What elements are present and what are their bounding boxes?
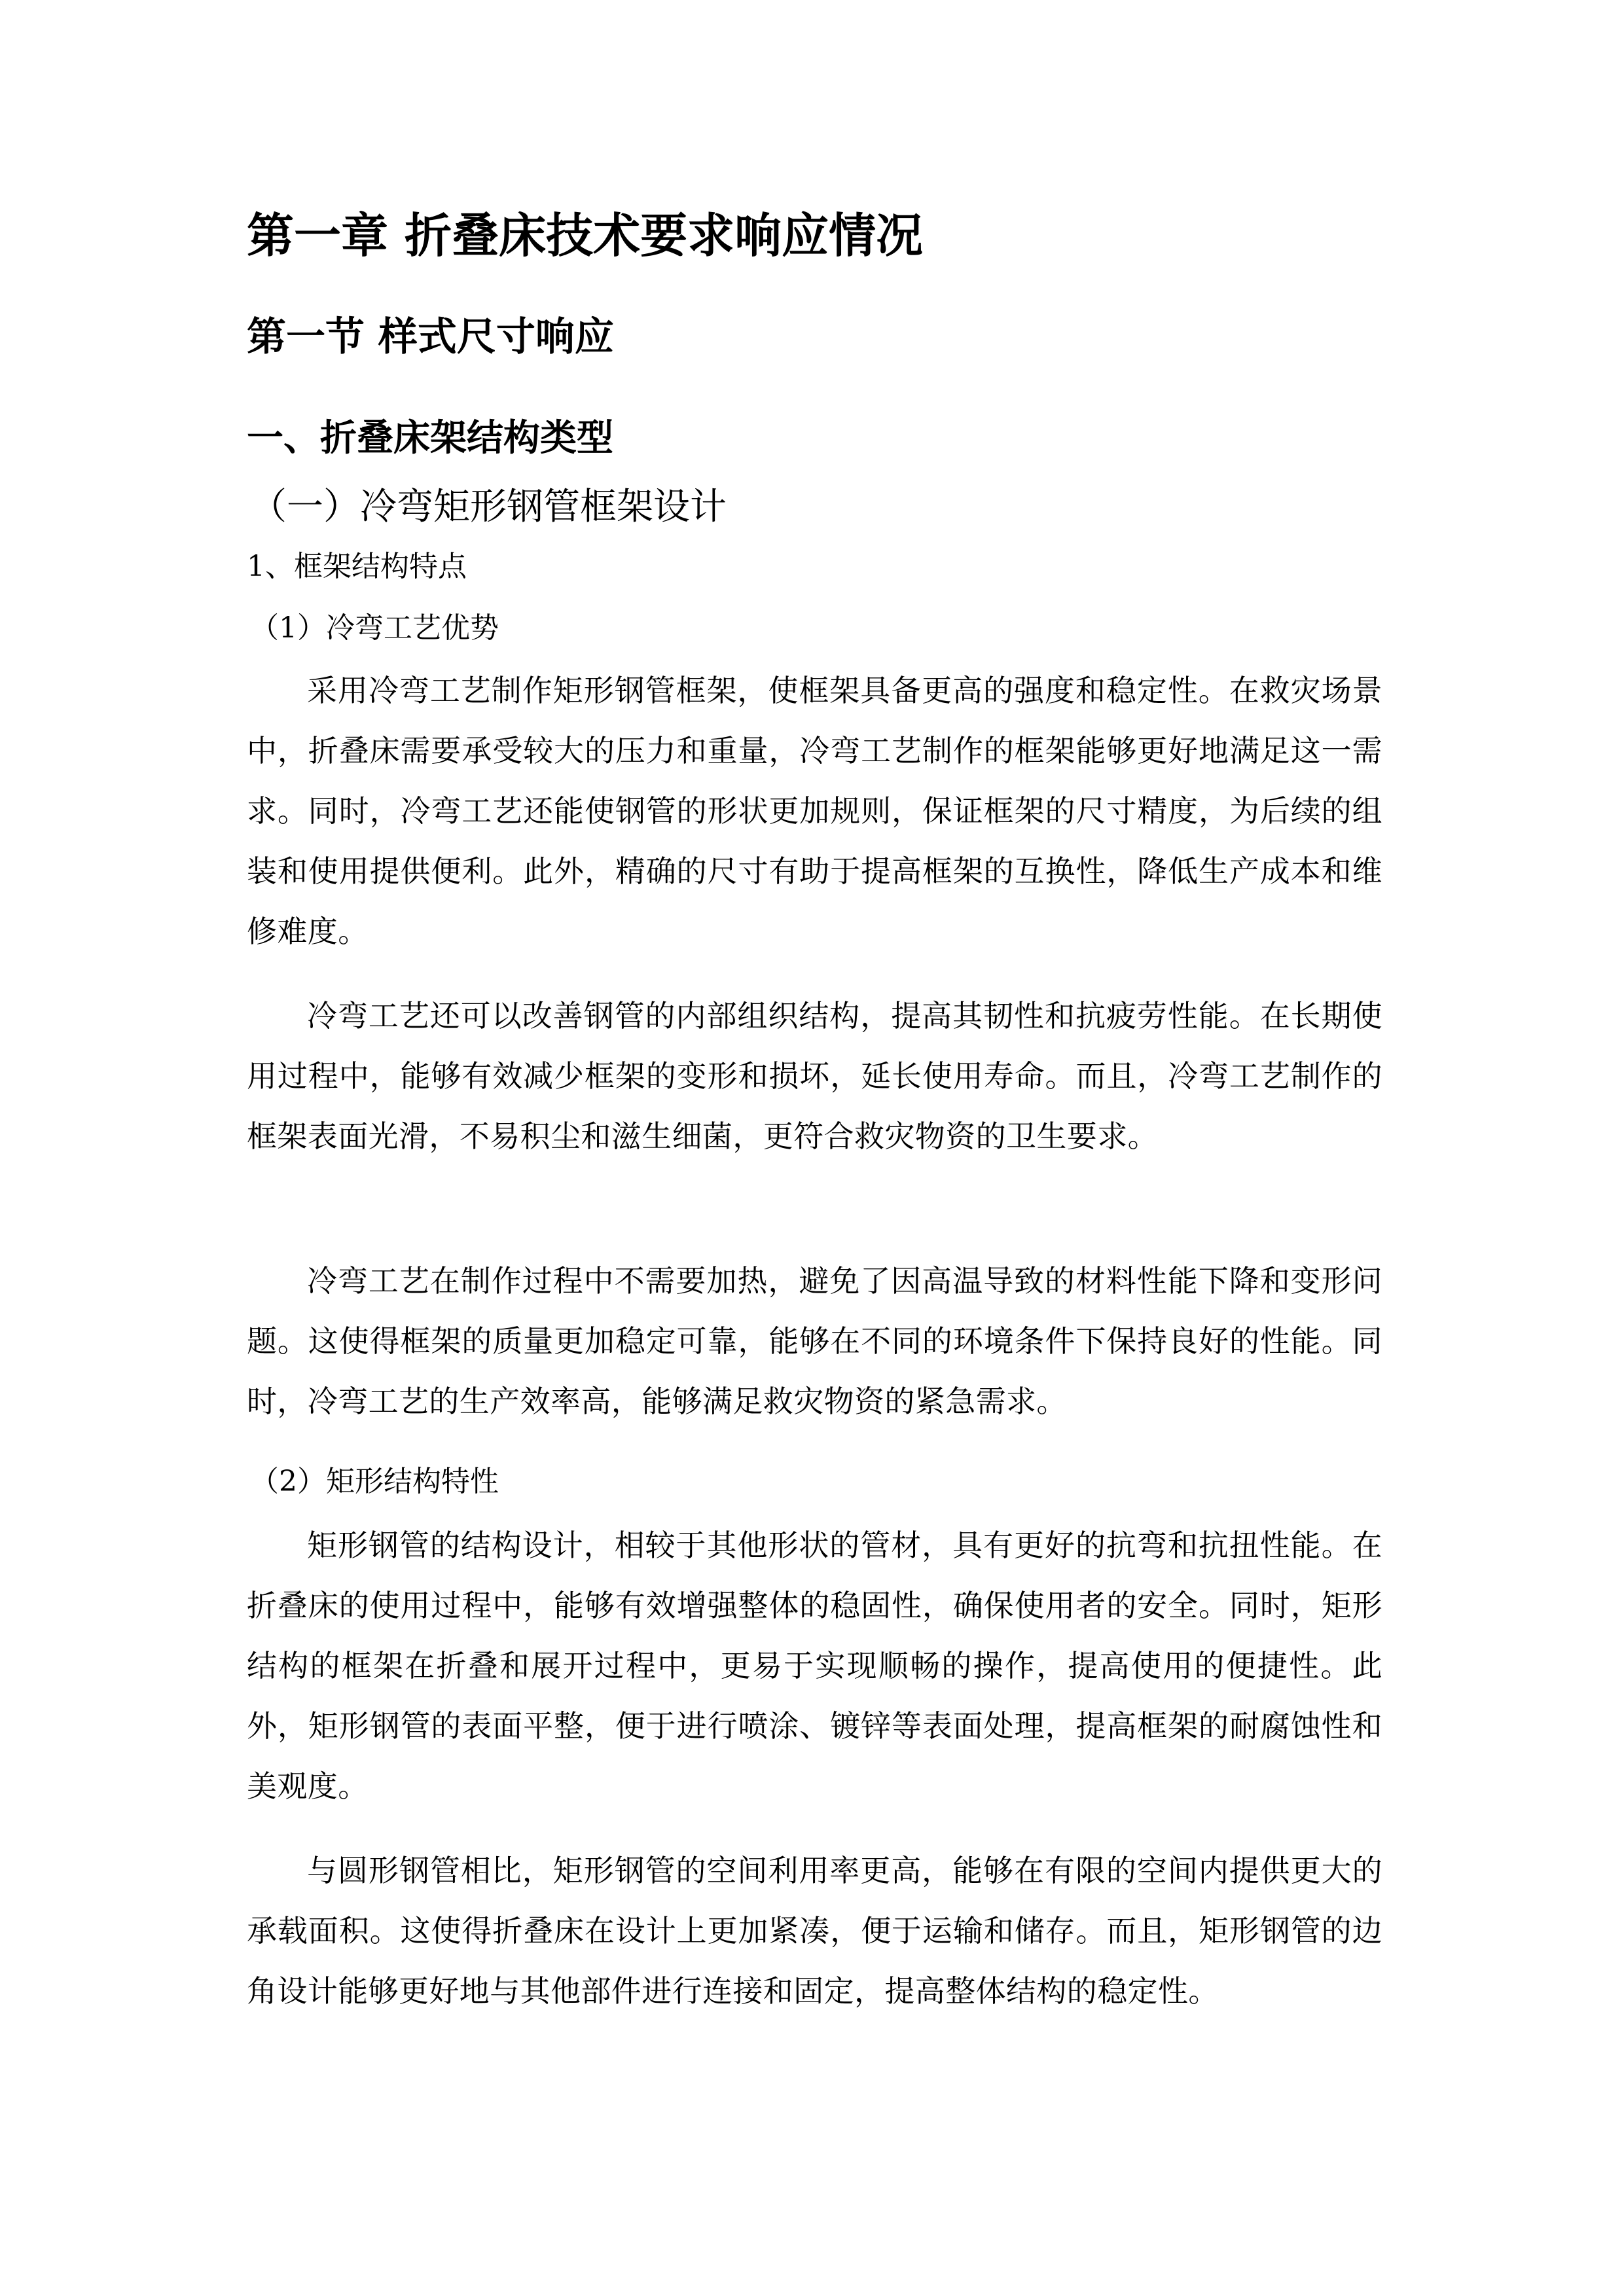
subitem-title-cold-bending: （1）冷弯工艺优势 bbox=[250, 611, 499, 645]
subitem-title-rectangular-structure: （2）矩形结构特性 bbox=[250, 1465, 499, 1498]
chapter-title: 第一章 折叠床技术要求响应情况 bbox=[247, 208, 924, 263]
paragraph: 冷弯工艺在制作过程中不需要加热，避免了因高温导致的材料性能下降和变形问题。这使得框架的质量更加稳定可靠，能够在不同的环境条件下保持良好的性能。同时，冷弯工艺的生产效率高，能够满足救灾物资的紧急需求。 bbox=[247, 1263, 1382, 1419]
item-title: 1、框架结构特点 bbox=[247, 550, 467, 583]
paragraph: 冷弯工艺还可以改善钢管的内部组织结构，提高其韧性和抗疲劳性能。在长期使用过程中，能够有效减少框架的变形和损坏，延长使用寿命。而且，冷弯工艺制作的框架表面光滑，不易积尘和滋生细菌，更符合救灾物资的卫生要求。 bbox=[247, 998, 1382, 1154]
paragraph: 矩形钢管的结构设计，相较于其他形状的管材，具有更好的抗弯和抗扭性能。在折叠床的使用过程中，能够有效增强整体的稳固性，确保使用者的安全。同时，矩形结构的框架在折叠和展开过程中，更易于实现顺畅的操作，提高使用的便捷性。此外，矩形钢管的表面平整，便于进行喷涂、镀锌等表面处理，提高框架的耐腐蚀性和美观度。 bbox=[247, 1528, 1382, 1804]
section-title: 第一节 样式尺寸响应 bbox=[247, 314, 614, 360]
paragraph: 采用冷弯工艺制作矩形钢管框架，使框架具备更高的强度和稳定性。在救灾场景中，折叠床需要承受较大的压力和重量，冷弯工艺制作的框架能够更好地满足这一需求。同时，冷弯工艺还能使钢管的形状更加规则，保证框架的尺寸精度，为后续的组装和使用提供便利。此外，精确的尺寸有助于提高框架的互换性，降低生产成本和维修难度。 bbox=[247, 673, 1382, 949]
paragraph: 与圆形钢管相比，矩形钢管的空间利用率更高，能够在有限的空间内提供更大的承载面积。这使得折叠床在设计上更加紧凑，便于运输和储存。而且，矩形钢管的边角设计能够更好地与其他部件进行连接和固定，提高整体结构的稳定性。 bbox=[247, 1853, 1382, 2009]
subsubsection-title: （一）冷弯矩形钢管框架设计 bbox=[250, 486, 727, 528]
subsection-title: 一、折叠床架结构类型 bbox=[247, 417, 613, 459]
